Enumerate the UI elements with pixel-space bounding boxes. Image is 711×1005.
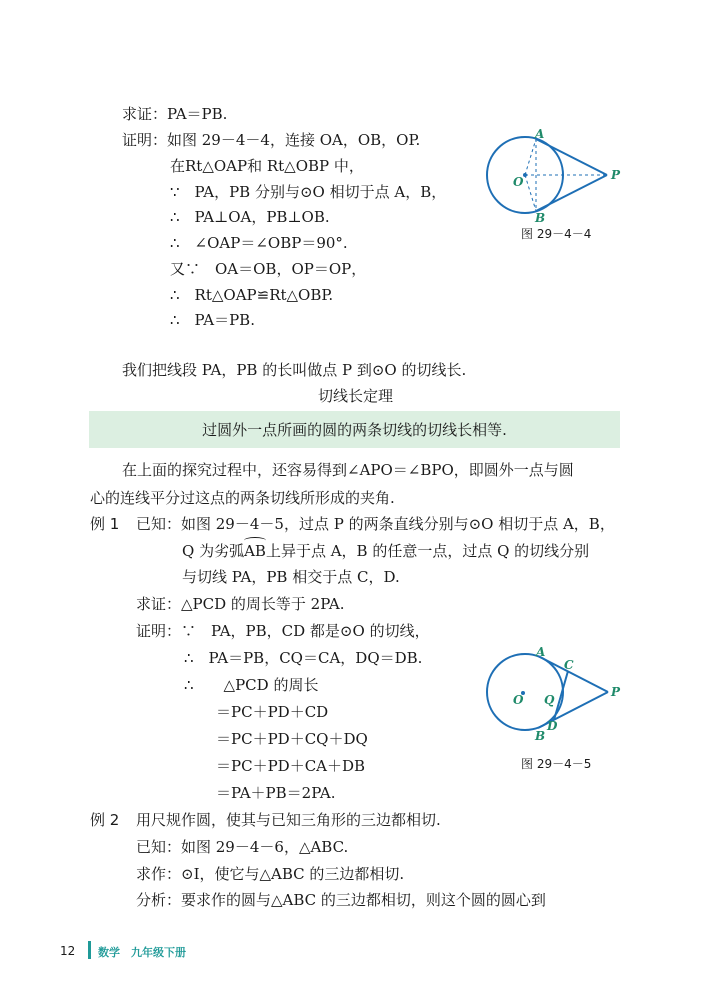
example1-proof-line: 证明：∵ PA，PB，CD 都是⊙O 的切线，	[136, 622, 430, 640]
tangent-pb	[536, 175, 607, 211]
proof1-line: 又∵ OA＝OB，OP＝OP，	[170, 260, 367, 278]
example2-construct: 求作：⊙I，使它与△ABC 的三边都相切.	[136, 865, 405, 883]
segment-ob	[525, 175, 536, 211]
page-number: 12	[60, 944, 76, 958]
proof1-line: ∴ PA⊥OA，PB⊥OB.	[170, 208, 330, 226]
figure-29-4-4	[480, 125, 630, 225]
paragraph-line: 在上面的探究过程中，还容易得到∠APO＝∠BPO，即圆外一点与圆	[122, 461, 574, 479]
label-b: B	[535, 729, 546, 743]
label-d: D	[547, 719, 558, 733]
example1-proof-line: ＝PC＋PD＋CD	[216, 703, 329, 721]
proof1-line: ∴ ∠OAP＝∠OBP＝90°.	[170, 234, 348, 252]
footer-divider	[88, 941, 91, 959]
proof1-line: ∴ Rt△OAP≌Rt△OBP.	[170, 286, 334, 304]
figure2-caption: 图 29－4－5	[521, 757, 592, 771]
label-p: P	[611, 685, 621, 699]
proof1-intro: 证明：如图 29－4－4，连接 OA，OB，OP.	[122, 131, 421, 149]
figure-29-4-5	[480, 645, 630, 745]
proof1-claim: 求证：PA＝PB.	[122, 105, 228, 123]
example1-claim: 求证：△PCD 的周长等于 2PA.	[136, 595, 345, 613]
label-o: O	[513, 175, 524, 189]
proof1-line: ∵ PA，PB 分别与⊙O 相切于点 A，B，	[170, 183, 447, 201]
example1-proof-line: ∴ △PCD 的周长	[184, 676, 319, 694]
example2-analysis: 分析：要求作的圆与△ABC 的三边都相切，则这个圆的圆心到	[136, 891, 546, 909]
label-a: A	[535, 127, 545, 141]
label-p: P	[611, 168, 621, 182]
arc-ab-text: AB	[244, 542, 266, 560]
example1-proof-line: ∴ PA＝PB，CQ＝CA，DQ＝DB.	[184, 649, 423, 667]
example1-proof-line: ＝PC＋PD＋CA＋DB	[216, 757, 366, 775]
definition-text: 我们把线段 PA，PB 的长叫做点 P 到⊙O 的切线长.	[122, 361, 467, 379]
label-b: B	[535, 211, 546, 225]
example2-label: 例 2	[90, 811, 120, 829]
label-q: Q	[544, 693, 555, 707]
theorem-statement: 过圆外一点所画的圆的两条切线的切线长相等.	[202, 421, 507, 439]
example1-proof-line: ＝PA＋PB＝2PA.	[216, 784, 336, 802]
label-a: A	[536, 645, 546, 659]
theorem-title: 切线长定理	[317, 387, 393, 405]
segment-oa	[525, 139, 536, 175]
example1-line2-post: 上异于点 A，B 的任意一点，过点 Q 的切线分别	[265, 542, 590, 560]
arc-ab	[244, 541, 266, 561]
example2-line1: 用尺规作圆，使其与已知三角形的三边都相切.	[136, 811, 441, 829]
proof1-line: 在Rt△OAP和 Rt△OBP 中，	[170, 157, 364, 175]
proof1-line: ∴ PA＝PB.	[170, 311, 255, 329]
example1-line2-pre: Q 为劣弧	[182, 542, 245, 560]
example1-line2	[182, 541, 589, 561]
label-c: C	[564, 658, 574, 672]
example1-line1: 已知：如图 29－4－5，过点 P 的两条直线分别与⊙O 相切于点 A，B，	[136, 515, 615, 533]
example2-given: 已知：如图 29－4－6，△ABC.	[136, 838, 349, 856]
paragraph-line: 心的连线平分过这点的两条切线所形成的夹角.	[90, 489, 395, 507]
center-dot	[523, 173, 527, 177]
example1-proof-line: ＝PC＋PD＋CQ＋DQ	[216, 730, 368, 748]
tangent-pa	[536, 139, 607, 175]
label-o: O	[513, 693, 524, 707]
example1-line3: 与切线 PA，PB 相交于点 C，D.	[182, 568, 400, 586]
footer-book-title: 数学 九年级下册	[98, 946, 186, 959]
example1-label: 例 1	[90, 515, 120, 533]
figure1-caption: 图 29－4－4	[521, 227, 592, 241]
